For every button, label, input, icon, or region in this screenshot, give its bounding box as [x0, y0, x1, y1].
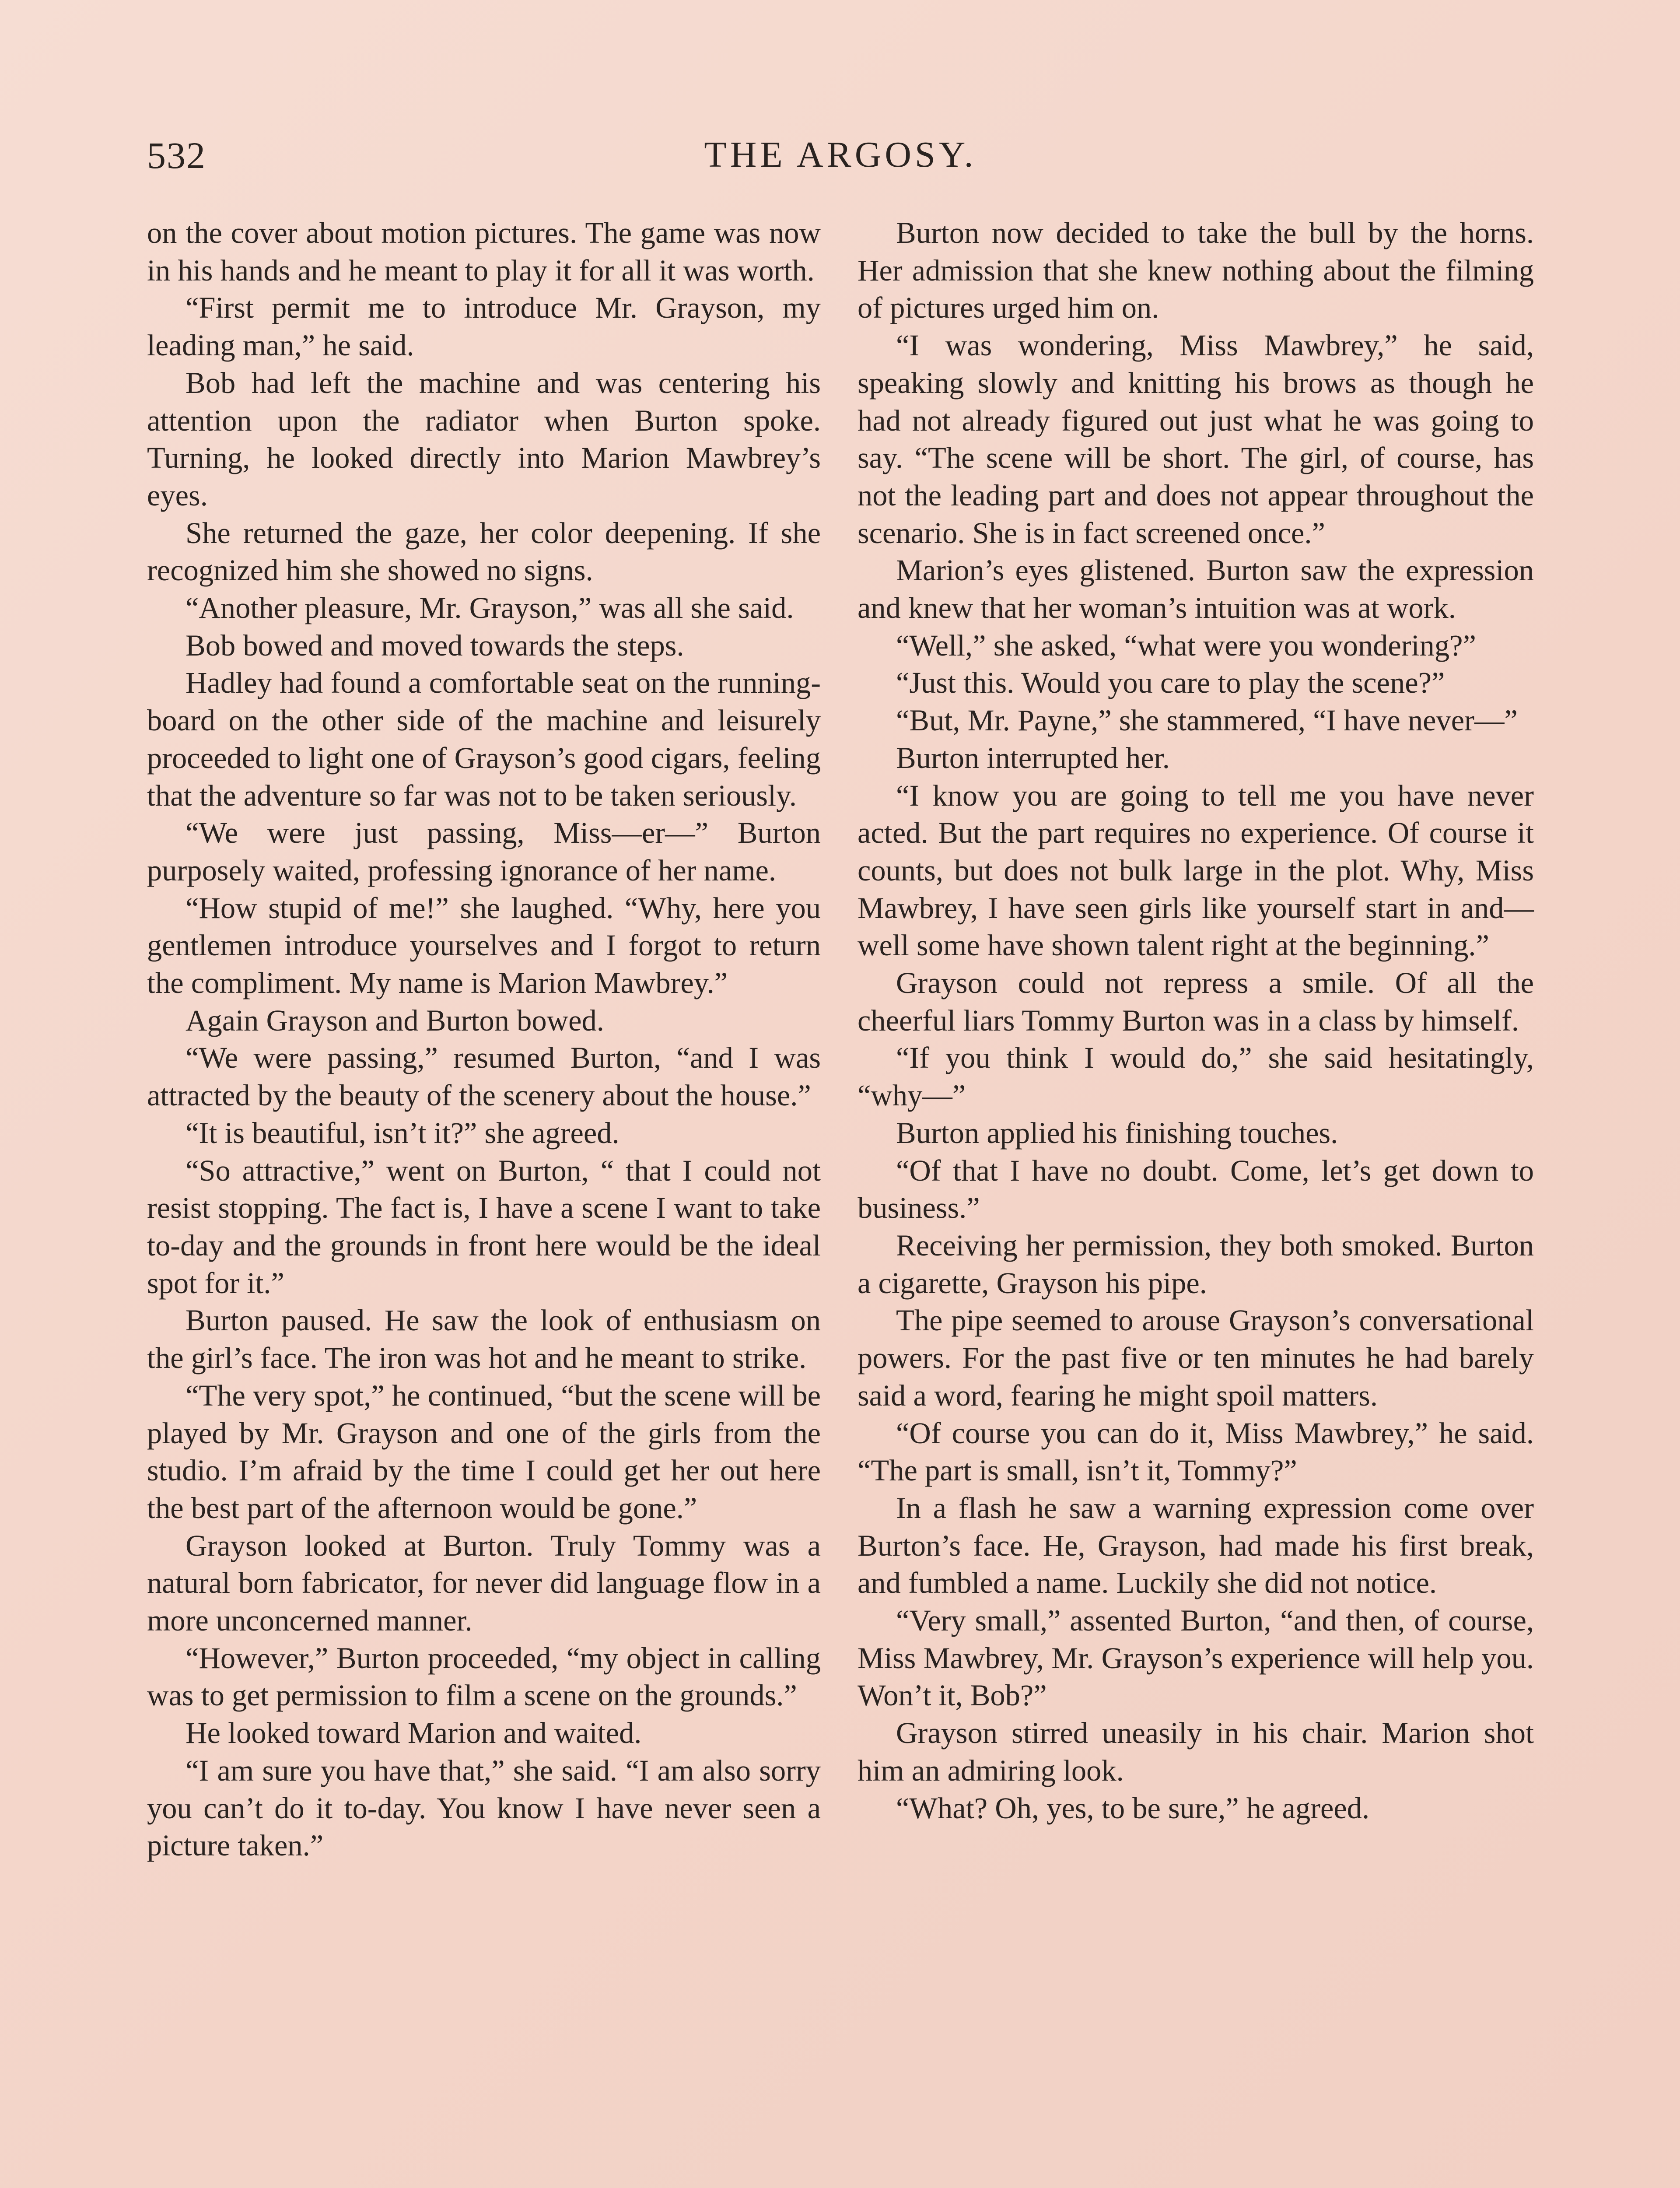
paragraph: Burton interrupted her.	[896, 741, 1170, 775]
paragraph: Bob bowed and moved towards the steps.	[186, 628, 684, 662]
paragraph: “We were just passing, Miss—er—” Burton purposely waited, professing ignorance of her name.	[147, 816, 821, 887]
paragraph: “I know you are going to tell me you have never acted. But the part requires no experience. Of course it counts, but does not bulk large in the plot. Why, Miss Mawbrey, I have seen girls like yourself start in and—well some have shown talent right at the beginning.”	[858, 778, 1534, 962]
paragraph: “So attractive,” went on Burton, “ that I could not resist stopping. The fact is, I have a scene I want to take to-day and the grounds in front here would be the ideal spot for it.”	[147, 1154, 821, 1300]
paragraph: “We were passing,” resumed Burton, “and I was attracted by the beauty of the scenery about the house.”	[147, 1041, 821, 1112]
paragraph: He looked toward Marion and waited.	[186, 1716, 642, 1750]
paragraph: “What? Oh, yes, to be sure,” he agreed.	[896, 1791, 1370, 1825]
paragraph: Again Grayson and Burton bowed.	[186, 1003, 604, 1037]
paragraph: on the cover about motion pictures. The game was now in his hands and he meant to play it for all it was worth.	[147, 216, 821, 287]
paragraph: She returned the gaze, her color deepening. If she recognized him she showed no signs.	[147, 516, 821, 587]
page-number: 532	[147, 134, 206, 176]
paragraph: “Just this. Would you care to play the scene?”	[896, 666, 1445, 700]
paragraph: “Of that I have no doubt. Come, let’s get down to business.”	[858, 1154, 1534, 1225]
right-text-column	[858, 214, 1534, 2188]
paragraph: “I am sure you have that,” she said. “I am also sorry you can’t do it to-day. You know I have never seen a picture taken.”	[147, 1753, 821, 1862]
paragraph: “But, Mr. Payne,” she stammered, “I have never—”	[896, 704, 1518, 737]
paragraph: “Of course you can do it, Miss Mawbrey,” he said. “The part is small, isn’t it, Tommy?”	[858, 1416, 1534, 1487]
paragraph: Marion’s eyes glistened. Burton saw the expression and knew that her woman’s intuition was at work.	[858, 554, 1534, 625]
paragraph: “Very small,” assented Burton, “and then, of course, Miss Mawbrey, Mr. Grayson’s experience will help you. Won’t it, Bob?”	[858, 1604, 1534, 1712]
paragraph: “How stupid of me!” she laughed. “Why, here you gentlemen introduce yourselves and I forgot to return the compliment. My name is Marion Mawbrey.”	[147, 891, 821, 1000]
paragraph: Hadley had found a comfortable seat on the running-board on the other side of the machine and leisurely proceeded to light one of Grayson’s good cigars, feeling that the adventure so far was not to be taken seriously.	[147, 666, 821, 812]
paragraph: Grayson stirred uneasily in his chair. Marion shot him an admiring look.	[858, 1716, 1534, 1787]
page-header	[147, 133, 1534, 186]
paragraph: Burton now decided to take the bull by the horns. Her admission that she knew nothing about the filming of pictures urged him on.	[858, 216, 1534, 325]
paragraph: “It is beautiful, isn’t it?” she agreed.	[186, 1116, 620, 1150]
paragraph: “I was wondering, Miss Mawbrey,” he said, speaking slowly and knitting his brows as though he had not already figured out just what he was going to say. “The scene will be short. The girl, of course, has not the leading part and does not appear throughout the scenario. She is in fact screened once.”	[858, 329, 1534, 550]
paragraph: Grayson could not repress a smile. Of all the cheerful liars Tommy Burton was in a class by himself.	[858, 966, 1534, 1037]
paragraph: Bob had left the machine and was centering his attention upon the radiator when Burton spoke. Turning, he looked directly into Marion Mawbrey’s eyes.	[147, 366, 821, 512]
left-text-column	[147, 214, 821, 2188]
paragraph: “If you think I would do,” she said hesitatingly, “why—”	[858, 1041, 1534, 1112]
paragraph: The pipe seemed to arouse Grayson’s conversational powers. For the past five or ten minutes he had barely said a word, fearing he might spoil matters.	[858, 1304, 1534, 1412]
paragraph: Burton applied his finishing touches.	[896, 1116, 1338, 1150]
paragraph: Receiving her permission, they both smoked. Burton a cigarette, Grayson his pipe.	[858, 1228, 1534, 1300]
paragraph: Grayson looked at Burton. Truly Tommy was a natural born fabricator, for never did language flow in a more unconcerned manner.	[147, 1529, 821, 1637]
running-title: THE ARGOSY.	[704, 134, 977, 175]
paragraph: “The very spot,” he continued, “but the scene will be played by Mr. Grayson and one of the girls from the studio. I’m afraid by the time I could get her out here the best part of the afternoon would be gone.”	[147, 1378, 821, 1525]
paragraph: “However,” Burton proceeded, “my object in calling was to get permission to film a scene on the grounds.”	[147, 1641, 821, 1712]
paragraph: In a flash he saw a warning expression come over Burton’s face. He, Grayson, had made his first break, and fumbled a name. Luckily she did not notice.	[858, 1491, 1534, 1600]
paragraph: “Well,” she asked, “what were you wondering?”	[896, 628, 1476, 662]
paragraph: “Another pleasure, Mr. Grayson,” was all she said.	[186, 591, 794, 625]
paragraph: “First permit me to introduce Mr. Grayson, my leading man,” he said.	[147, 291, 821, 362]
paragraph: Burton paused. He saw the look of enthusiasm on the girl’s face. The iron was hot and he meant to strike.	[147, 1304, 821, 1375]
